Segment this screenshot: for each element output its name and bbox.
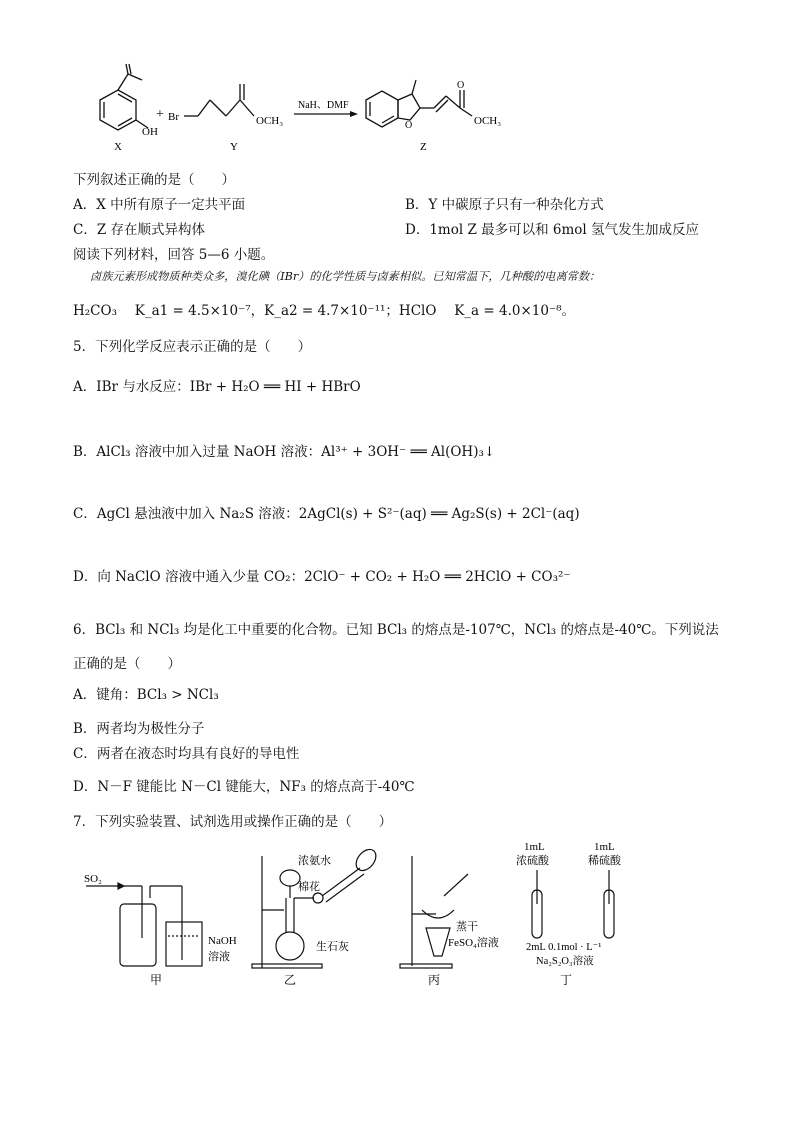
ding-left-top-2: 浓硫酸 (516, 855, 549, 867)
reading-intro: 阅读下列材料，回答 5—6 小题。 (73, 247, 275, 263)
material-line-2: H₂CO₃ K_a1 = 4.5×10⁻⁷，K_a2 = 4.7×10⁻¹¹；HClO K_a = 4.0×10⁻⁸。 (73, 303, 575, 319)
jia-reagent-2: 溶液 (208, 951, 230, 963)
q5-stem: 5．下列化学反应表示正确的是（ ） (73, 339, 312, 355)
yi-bottom-label: 生石灰 (316, 941, 349, 953)
q6-option-b: B．两者均为极性分子 (73, 721, 205, 737)
q4-option-a: A．X 中所有原子一定共平面 (73, 197, 246, 213)
yi-top-label: 浓氨水 (298, 855, 331, 867)
q7-stem: 7．下列实验装置、试剂选用或操作正确的是（ ） (73, 814, 393, 830)
q6-stem-line-2: 正确的是（ ） (73, 656, 181, 672)
compound-x (100, 64, 148, 130)
ding-right-top-1: 1mL (594, 841, 615, 853)
apparatus-bing (400, 856, 468, 968)
jia-gas-label: SO₂ (84, 873, 102, 885)
q6-option-d: D．N－F 键能比 N－Cl 键能大，NF₃ 的熔点高于-40℃ (73, 779, 415, 795)
q5-option-d: D．向 NaClO 溶液中通入少量 CO₂：2ClO⁻ + CO₂ + H₂O ══ 2HClO + CO₃²⁻ (73, 569, 571, 585)
x-label: X (114, 141, 122, 153)
z-o-carbonyl: O (457, 80, 465, 91)
jia-reagent-1: NaOH (208, 935, 237, 947)
z-och3-label: OCH₃ (474, 115, 502, 127)
material-line-1: 卤族元素形成物质种类众多，溴化碘（IBr）的化学性质与卤素相似。已知常温下，几种酸的电离常数： (90, 270, 601, 283)
z-label: Z (420, 141, 427, 153)
bing-label-2: FeSO₄溶液 (448, 937, 499, 949)
y-och3-label: OCH₃ (256, 115, 284, 127)
ding-caption: 丁 (560, 973, 573, 987)
ding-right-top-2: 稀硫酸 (588, 855, 621, 867)
q6-stem-line-1: 6．BCl₃ 和 NCl₃ 均是化工中重要的化合物。已知 BCl₃ 的熔点是-107℃，NCl₃ 的熔点是-40℃。下列说法 (73, 622, 719, 638)
yi-mid-label: 棉花 (298, 881, 320, 893)
apparatus-figure (70, 838, 640, 988)
q6-option-a: A．键角：BCl₃ > NCl₃ (73, 687, 219, 703)
q5-option-a: A．IBr 与水反应：IBr + H₂O ══ HI + HBrO (73, 379, 361, 395)
q5-option-b: B．AlCl₃ 溶液中加入过量 NaOH 溶液：Al³⁺ + 3OH⁻ ══ Al(OH)₃↓ (73, 444, 496, 460)
bing-label-1: 蒸干 (456, 921, 478, 933)
q4-option-d: D．1mol Z 最多可以和 6mol 氢气发生加成反应 (405, 222, 700, 238)
reaction-scheme (60, 58, 540, 158)
q4-option-b: B．Y 中碳原子只有一种杂化方式 (405, 197, 604, 213)
yi-caption: 乙 (284, 973, 297, 987)
reagent-label: NaH、DMF (298, 100, 349, 111)
jia-caption: 甲 (150, 973, 163, 987)
q4-option-c: C．Z 存在顺式异构体 (73, 222, 206, 238)
q6-option-c: C．两者在液态时均具有良好的导电性 (73, 746, 300, 762)
q5-option-c: C．AgCl 悬浊液中加入 Na₂S 溶液：2AgCl(s) + S²⁻(aq) ══ Ag₂S(s) + 2Cl⁻(aq) (73, 506, 580, 522)
ding-bottom-2: Na₂S₂O₃溶液 (536, 956, 594, 967)
q4-stem: 下列叙述正确的是（ ） (73, 172, 235, 188)
compound-y (184, 84, 254, 116)
x-oh-label: OH (142, 126, 158, 138)
ding-left-top-1: 1mL (524, 841, 545, 853)
y-br-label: Br (168, 111, 179, 123)
y-label: Y (230, 141, 238, 153)
ding-bottom-1: 2mL 0.1mol · L⁻¹ (526, 942, 602, 953)
bing-caption: 丙 (428, 973, 441, 987)
apparatus-jia (86, 883, 202, 966)
z-o-ring: O (405, 120, 413, 131)
apparatus-ding (532, 870, 614, 938)
plus-sign: + (156, 107, 164, 122)
